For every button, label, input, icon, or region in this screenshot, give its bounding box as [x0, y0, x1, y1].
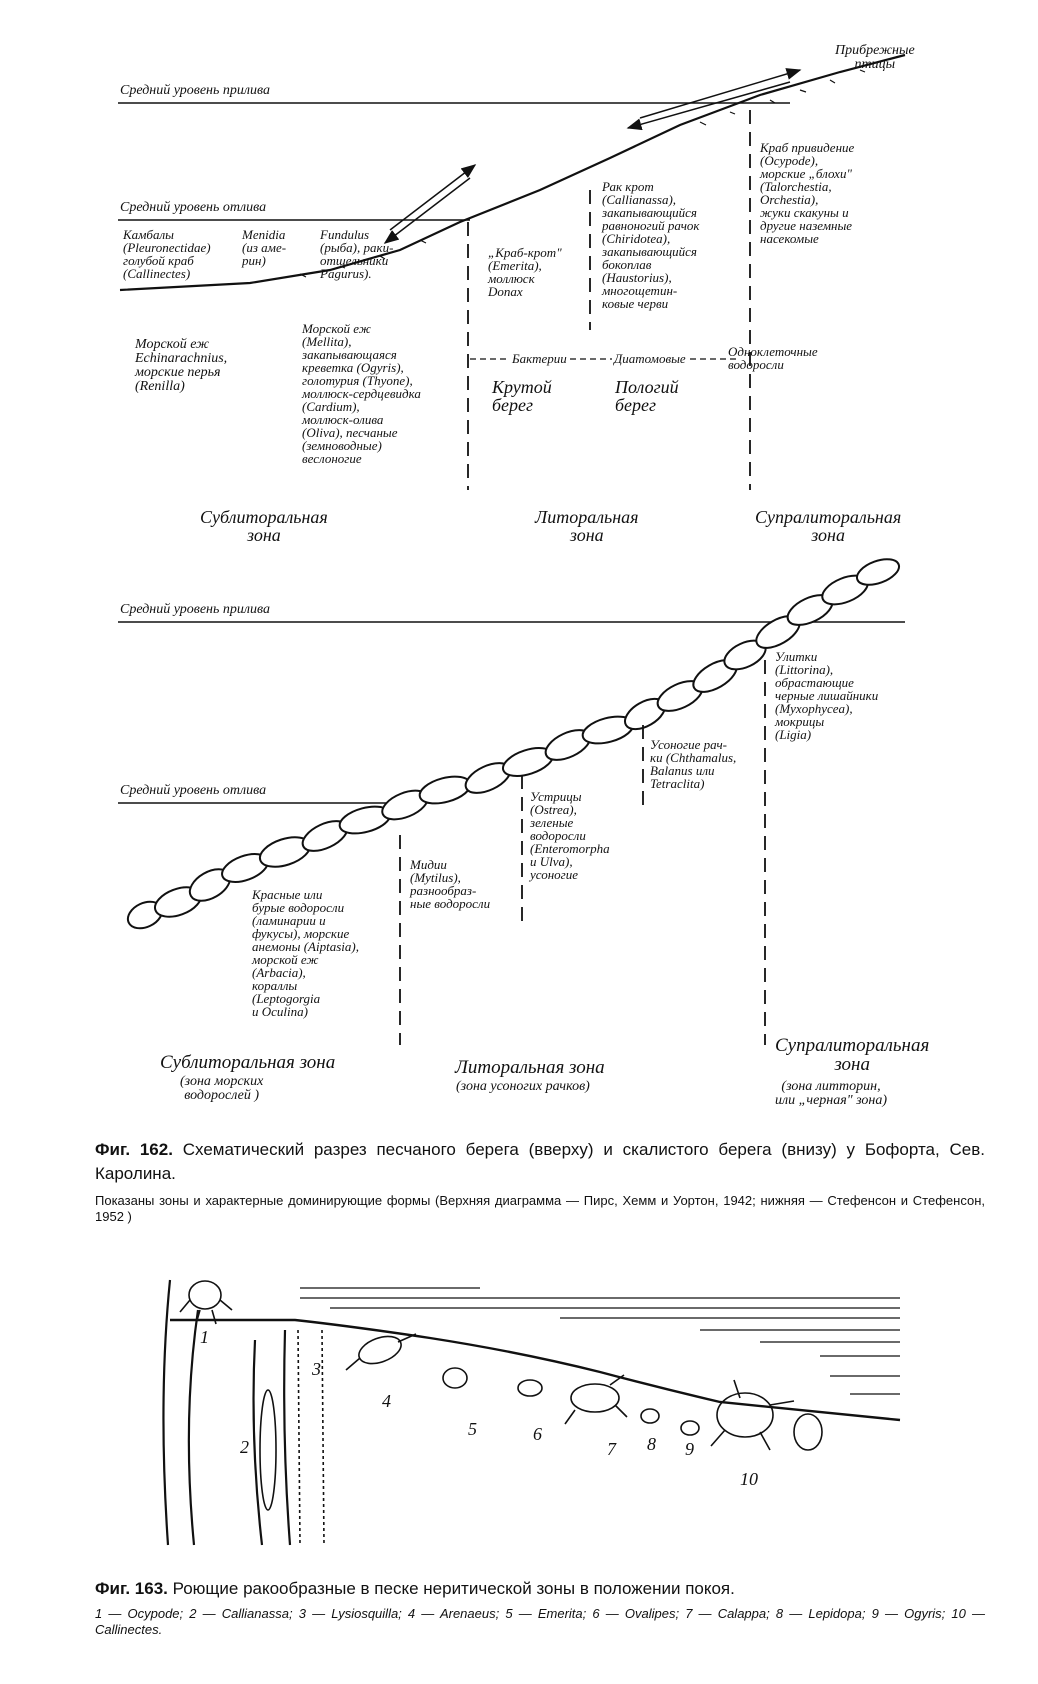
specimen-number-1: 1	[200, 1327, 209, 1347]
barnacles-label: Усоногие рач- ки (Chthamalus, Balanus или Tetraclita)	[650, 737, 737, 791]
sea-urchin-mellita-label: Морской еж (Mellita), закапывающаяся креветка (Ogyris), голотурия (Thyone), моллюск-сердцевидка (Cardium), моллюск-олива (Oliva), песчаные (земноводные) веслоногие	[302, 321, 421, 466]
rocky-supralittoral-zone-label: Супралиторальная зона	[775, 1035, 930, 1075]
specimen-number-7: 7	[607, 1439, 616, 1459]
rocky-sublittoral-zone-label: Сублиторальная зона	[160, 1052, 336, 1073]
sublittoral-zone-label: Сублиторальная зона	[200, 507, 328, 545]
specimen-number-9: 9	[685, 1439, 694, 1459]
supralittoral-zone-label: Супралиторальная зона	[755, 507, 902, 545]
high-tide-label: Средний уровень прилива	[120, 83, 270, 98]
figure-162-title: Схематический разрез песчаного берега (вверху) и скалистого берега (внизу) у Бофорта, Сев. Каролина.	[95, 1140, 985, 1183]
mole-crab-label: „Краб-крот" (Emerita), моллюск Donax	[488, 245, 562, 299]
bacteria-label: Бактерии	[512, 351, 567, 366]
algae-label: Красные или бурые водоросли (ламинарии и фукусы), морские анемоны (Aiptasia), морской еж (Arbacia), кораллы (Leptogorgia и Oculina)	[252, 887, 359, 1019]
callianassa-burrow	[254, 1330, 290, 1545]
figure-163-title: Роющие ракообразные в песке неритической зоны в положении покоя.	[172, 1579, 735, 1598]
specimen-number-2: 2	[240, 1437, 249, 1457]
crustacean-sketches	[180, 1281, 822, 1510]
figure-163-note: 1 — Ocypode; 2 — Callianassa; 3 — Lysiosquilla; 4 — Arenaeus; 5 — Emerita; 6 — Ovalipes; 7 — Calappa; 8 — Lepidopa; 9 — Ogyris; 10 — Callinectes.	[95, 1606, 985, 1637]
snails-label: Улитки (Littorina), обрастающие черные лишайники (Myxophycea), мокрицы (Ligia)	[775, 649, 879, 742]
rocky-littoral-note: (зона усоногих рачков)	[456, 1079, 590, 1094]
specimen-number-8: 8	[647, 1434, 656, 1454]
flatfish-label: Камбалы (Pleuronectidae) голубой краб (Callinectes)	[123, 227, 211, 281]
menidia-label: Menidia (из аме- рин)	[242, 227, 287, 268]
figure-162-label: Фиг. 162.	[95, 1140, 173, 1159]
rocky-shore-diagram	[118, 554, 905, 1045]
specimen-number-6: 6	[533, 1424, 542, 1444]
littoral-zone-label: Литоральная зона	[535, 507, 639, 545]
figure-162-caption	[95, 1138, 985, 1186]
low-tide-label: Средний уровень отлива	[120, 200, 267, 215]
oysters-label: Устрицы (Ostrea), зеленые водоросли (Enteromorpha и Ulva), усоногие	[530, 789, 610, 882]
specimen-number-5: 5	[468, 1419, 477, 1439]
rocky-supralittoral-note: (зона литторин, или „черная" зона)	[775, 1079, 887, 1108]
figure-163-label: Фиг. 163.	[95, 1579, 168, 1598]
rocky-sublittoral-note: (зона морских водорослей )	[180, 1074, 264, 1103]
coastal-birds-label: Прибрежные птицы	[835, 43, 915, 72]
burrowing-crustaceans-drawing	[163, 1280, 900, 1545]
wave-arrow-upper-back	[628, 82, 790, 128]
rocky-high-tide-label: Средний уровень прилива	[120, 602, 270, 617]
sea-urchin-label: Морской еж Echinarachnius, морские перья (Renilla)	[135, 337, 228, 394]
unicellular-algae-label: Одноклеточные водоросли	[728, 344, 818, 372]
water-hatching	[300, 1288, 900, 1394]
specimen-number-3: 3	[312, 1359, 321, 1379]
sand-surface	[170, 1320, 900, 1420]
specimen-number-10: 10	[740, 1469, 758, 1489]
burrowing-shrimp-label: Рак крот (Callianassa), закапывающийся равноногий рачок (Chiridotea), закапывающийся бокоплав (Haustorius), многощетин- ковые черви	[602, 179, 700, 311]
specimen-number-4: 4	[382, 1391, 391, 1411]
ghost-crab-label: Краб привидение (Ocypode), морские „блохи" (Talorchestia, Orchestia), жуки скакуны и другие наземные насекомые	[760, 140, 855, 246]
wave-arrow-lower-back	[385, 178, 470, 243]
rocky-littoral-zone-label: Литоральная зона	[455, 1057, 605, 1078]
figure-163-caption	[95, 1577, 985, 1601]
gentle-shore-label: Пологий берег	[615, 377, 679, 415]
figure-162-note: Показаны зоны и характерные доминирующие формы (Верхняя диаграмма — Пирс, Хемм и Уортон, 1942; нижняя — Стефенсон и Стефенсон, 1952 )	[95, 1193, 985, 1224]
fundulus-label: Fundulus (рыба), раки- отшельники Pagurus).	[320, 227, 394, 281]
steep-shore-label: Крутой берег	[492, 377, 552, 415]
mussels-label: Мидии (Mytilus), разнообраз- ные водоросли	[410, 857, 491, 911]
rocky-low-tide-label: Средний уровень отлива	[120, 783, 267, 798]
diatoms-label: Диатомовые	[614, 351, 686, 366]
